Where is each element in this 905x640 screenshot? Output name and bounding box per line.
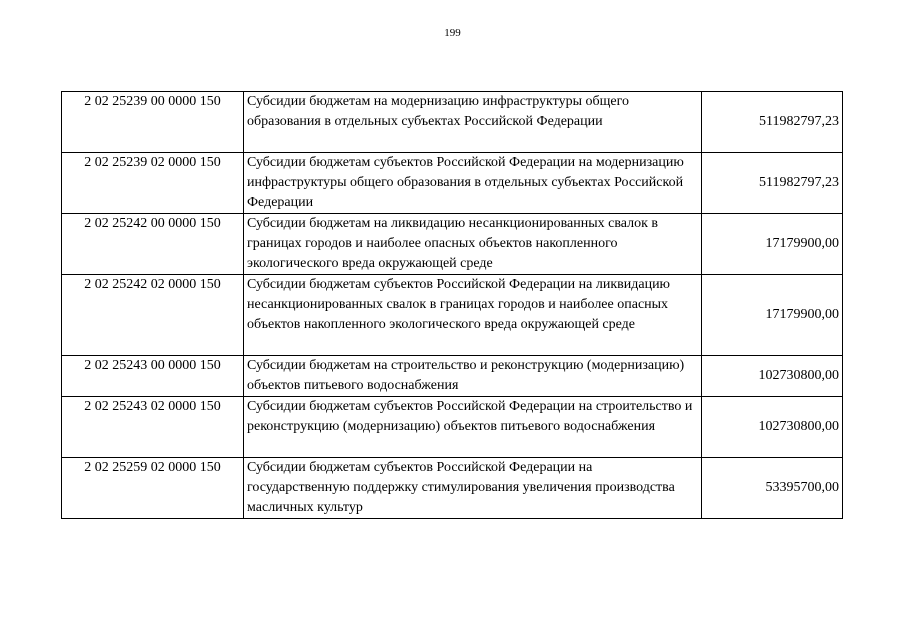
table-row [62, 458, 843, 519]
table-row [62, 356, 843, 397]
budget-code: 2 02 25259 02 0000 150 [62, 458, 244, 519]
budget-description: Субсидии бюджетам субъектов Российской Федерации на ликвидацию несанкционированных свалок в границах городов и наиболее опасных объектов накопленного экологического вреда окружающей среде [244, 275, 702, 356]
budget-description: Субсидии бюджетам субъектов Российской Федерации на государственную поддержку стимулирования увеличения производства масличных культур [244, 458, 702, 519]
table-row [62, 153, 843, 214]
page-number: 199 [444, 27, 461, 39]
table-row [62, 214, 843, 275]
budget-amount: 17179900,00 [702, 275, 843, 356]
budget-amount: 102730800,00 [702, 397, 843, 458]
table-row [62, 397, 843, 458]
budget-amount: 53395700,00 [702, 458, 843, 519]
budget-code: 2 02 25242 02 0000 150 [62, 275, 244, 356]
budget-description: Субсидии бюджетам субъектов Российской Федерации на модернизацию инфраструктуры общего образования в отдельных субъектах Российской Федерации [244, 153, 702, 214]
budget-amount: 511982797,23 [702, 92, 843, 153]
budget-code: 2 02 25239 02 0000 150 [62, 153, 244, 214]
budget-description: Субсидии бюджетам на модернизацию инфраструктуры общего образования в отдельных субъектах Российской Федерации [244, 92, 702, 153]
budget-amount: 511982797,23 [702, 153, 843, 214]
budget-code: 2 02 25242 00 0000 150 [62, 214, 244, 275]
budget-code: 2 02 25239 00 0000 150 [62, 92, 244, 153]
budget-description: Субсидии бюджетам на строительство и реконструкцию (модернизацию) объектов питьевого водоснабжения [244, 356, 702, 397]
budget-description: Субсидии бюджетам на ликвидацию несанкционированных свалок в границах городов и наиболее опасных объектов накопленного экологического вреда окружающей среде [244, 214, 702, 275]
table-row [62, 275, 843, 356]
budget-code: 2 02 25243 00 0000 150 [62, 356, 244, 397]
budget-description: Субсидии бюджетам субъектов Российской Федерации на строительство и реконструкцию (модернизацию) объектов питьевого водоснабжения [244, 397, 702, 458]
budget-amount: 17179900,00 [702, 214, 843, 275]
budget-code: 2 02 25243 02 0000 150 [62, 397, 244, 458]
budget-table [61, 91, 843, 519]
budget-amount: 102730800,00 [702, 356, 843, 397]
table-row [62, 92, 843, 153]
